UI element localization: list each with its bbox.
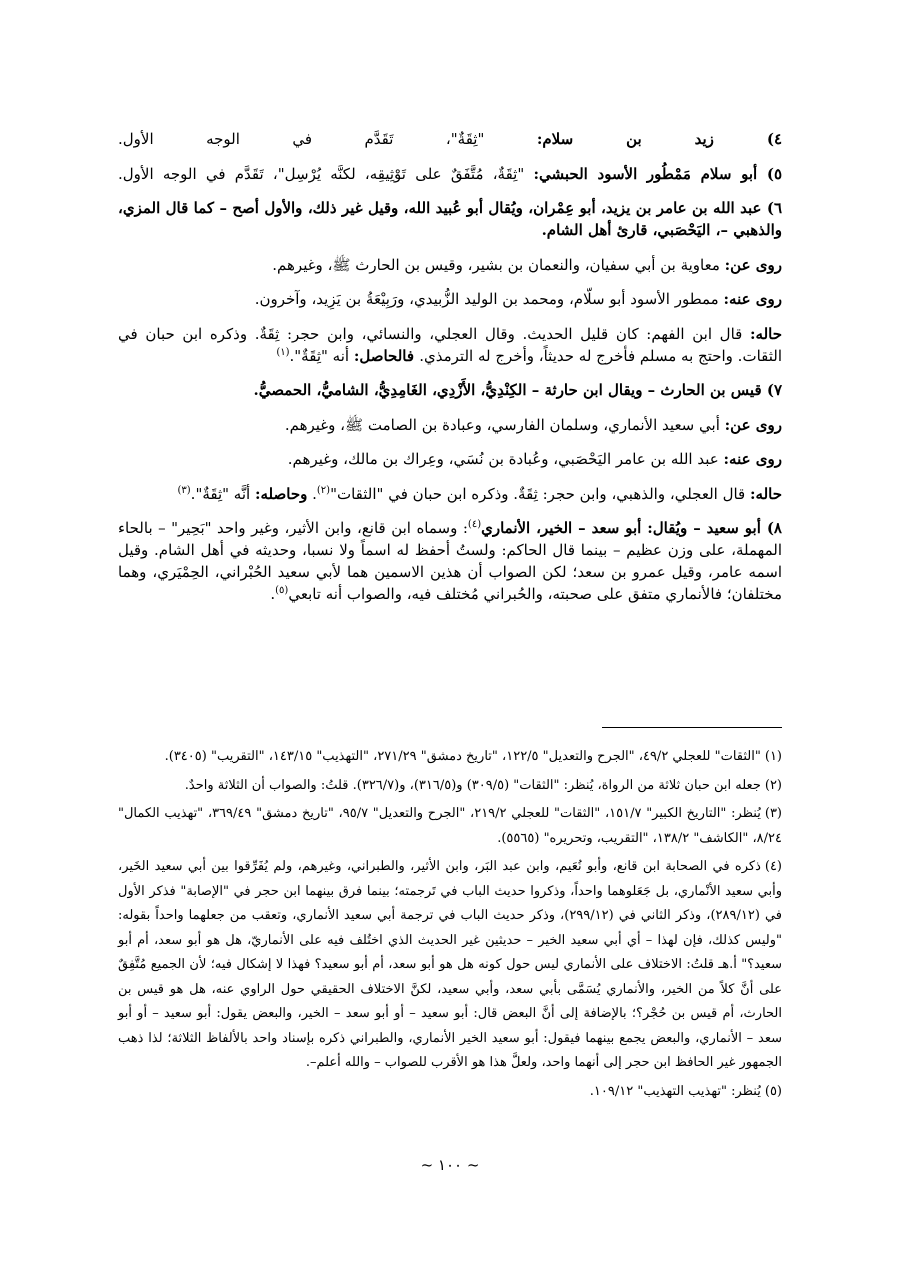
narrated-from-text: أبي سعيد الأنماري، وسلمان الفارسي، وعبادة بن الصامت ﷺ، وغيرهم. bbox=[284, 415, 725, 434]
summary-label: فالحاصل: bbox=[353, 346, 420, 365]
footnote-3 bbox=[118, 802, 782, 851]
summary-label: وحاصله: bbox=[254, 484, 308, 503]
entry-4-name: ٤) زيد بن سلام: bbox=[536, 130, 782, 148]
footnote-text: جعله ابن حبان ثلاثة من الرواة، يُنظر: "الثقات" (٣٠٩/٥) و(٣١٦/٥)، و(٣٢٦/٧). قلتُ: والصواب أن الثلاثة واحدٌ. bbox=[184, 777, 761, 793]
entry-6-heading: ٦) عبد الله بن عامر بن يزيد، أبو عِمْران، ويُقال أبو عُبيد الله، وقيل غير ذلك، والأول أصح – كما قال المزي، والذهبي –، اليَحْصَبي، قارئ أهل الشام. bbox=[118, 199, 782, 239]
footnote-2 bbox=[118, 774, 782, 799]
entry-7-heading: ٧) قيس بن الحارث – ويقال ابن حارثة – الكِنْدِيُّ، الأَزْدِي، الغَامِدِيُّ، الشاميُّ، الحمصيُّ. bbox=[253, 381, 782, 399]
footnotes bbox=[118, 745, 782, 1108]
footnote-number: (٤) bbox=[764, 859, 782, 874]
footnote-number: (١) bbox=[764, 749, 782, 764]
narrated-by-text: ممطور الأسود أبو سلّام، ومحمد بن الوليد الزُّبيدي، ورَبِيْعَةُ بن يَزِيد، وآخرون. bbox=[254, 290, 724, 308]
narrated-from-label: روى عن: bbox=[724, 255, 782, 274]
status-label: حاله: bbox=[750, 484, 782, 503]
entry-7-narrated-by bbox=[118, 448, 782, 470]
footnote-number: (٥) bbox=[764, 1083, 782, 1099]
footnote-ref[interactable]: (٤) bbox=[467, 519, 482, 530]
narrated-by-label: روى عنه: bbox=[723, 450, 782, 468]
footnote-text: يُنظر: "التاريخ الكبير" ١٥١/٧، "الثقات" للعجلي ٢١٩/٢، "الجرح والتعديل" ٩٥/٧، "تاريخ دمشق" ٣٦٩/٤٩، "تهذيب الكمال" ٨/٢٤، "الكاشف" ١٣٨/٢، "التقريب، وتحريره" (٥٥٦٥). bbox=[118, 806, 782, 846]
narrated-from-label: روى عن: bbox=[724, 415, 782, 434]
entry-8-text: : وسماه ابن قانع، وابن الأثير، وغير واحد "بَحِير" – بالحاء المهملة، على وزن عظيم – بينما قال الحاكم: ولستُ أحفظ له اسماً ولا نسبا، وحديثه في أهل الشام. وقيل اسمه عامر، وقيل عمرو بن سعد؛ لكن الصواب أن هذين الاسمين هما لأبي سعيد الحُبْراني، الحِمْيَري، وهما مختلفان؛ فالأنماري متفق على صحبته، والحُبراني مُختلف فيه، والصواب أنه تابعي bbox=[118, 519, 782, 603]
entry-8-name: ٨) أبو سعيد – ويُقال: أبو سعد – الخير، الأنماري bbox=[481, 519, 782, 537]
footnote-number: (٣) bbox=[764, 806, 782, 821]
entry-7-status bbox=[118, 483, 782, 505]
footnote-number: (٢) bbox=[764, 777, 782, 793]
footnote-1 bbox=[118, 745, 782, 770]
entry-5-text: "ثِقَةٌ، مُتَّفَقٌ على تَوْثِيقِه، لكنَّه يُرْسِل"، تَقَدَّم في الوجه الأول. bbox=[118, 164, 534, 183]
narrated-from-text: معاوية بن أبي سفيان، والنعمان بن بشير، وقيس بن الحارث ﷺ، وغيرهم. bbox=[272, 255, 725, 274]
entry-4-text: "ثِقَةٌ"، تَقَدَّم في الوجه الأول. bbox=[118, 130, 537, 148]
entry-8-end: . bbox=[270, 585, 276, 603]
entry-6-status bbox=[118, 323, 782, 367]
footnote-ref[interactable]: (١) bbox=[276, 346, 290, 358]
footnote-ref[interactable]: (٥) bbox=[275, 585, 289, 596]
footnote-ref[interactable]: (٣) bbox=[177, 484, 191, 496]
footnote-text: يُنظر: "تهذيب التهذيب" ١٠٩/١٢. bbox=[589, 1083, 761, 1099]
footnote-separator bbox=[602, 727, 782, 728]
entry-6-narrated-from bbox=[118, 254, 782, 276]
summary-text: أنه "ثِقَةٌ". bbox=[289, 346, 354, 365]
status-text: قال العجلي، والذهبي، وابن حجر: ثِقَةٌ. وذكره ابن حبان في "الثقات" bbox=[330, 484, 750, 503]
footnote-text: "الثقات" للعجلي ٤٩/٢، "الجرح والتعديل" ١٢٢/٥، "تاريخ دمشق" ٢٧١/٢٩، "التهذيب" ١٤٣/١٥، "التقريب" (٣٤٠٥). bbox=[164, 749, 761, 764]
entry-5 bbox=[118, 163, 782, 185]
entry-6-narrated-by bbox=[118, 288, 782, 310]
narrated-by-label: روى عنه: bbox=[723, 290, 782, 308]
entry-4 bbox=[118, 128, 782, 150]
status-separator: . bbox=[307, 484, 317, 503]
narrated-by-text: عبد الله بن عامر اليَحْصَبي، وعُبادة بن نُسَي، وعِراك بن مالك، وغيرهم. bbox=[287, 450, 724, 468]
footnote-5 bbox=[118, 1080, 782, 1105]
page-number: ~ ١٠٠ ~ bbox=[420, 1156, 480, 1174]
status-label: حاله: bbox=[750, 324, 782, 343]
entry-8 bbox=[118, 517, 782, 605]
footnote-ref[interactable]: (٢) bbox=[316, 484, 331, 496]
footnote-text: ذكره في الصحابة ابن قانع، وأبو نُعَيم، وابن عبد البَر، وابن الأثير، والطبراني، وغيرهم، ولم يُفَرِّقوا بين أبي سعيد الخَير، وأبي سعيد الأنْماري، بل جَعَلوهما واحداً، وذكروا حديث الباب في تَرجمته؛ بينما فرق بينهما ابن حجر في "الإصابة" فذكر الأول في (٢٨٩/١٢)، وذكر الثاني في (٢٩٩/١٢)، وذكر حديث الباب في ترجمة أبي سعيد الأنماري، وتعقب من جعلهما واحداً بقوله: "وليس كذلك، فإن لهذا – أي أبي سعيد الخير – حديثين غير الحديث الذي اختُلف فيه على الأنماريّ، هل هو أبو سعد، أم أبو سعيد؟" أ.هـ قلتُ: الاختلاف على الأنماري ليس حول كونه هل هو أبو سعد، أم أبو سعيد؟ فهذا لا إشكال فيه؛ لأن الجميع مُتَّفِقٌ على أنَّ كلاً من الخير، والأنماري يُسَمَّى بأبي سعد، وأبي سعيد، لكنَّ الاختلاف الحقيقي حول الراوي عنه، هل هو قيس بن الحارث، أم قيس بن حُجْر؟؛ بالإضافة إلى أنَّ البعض قال: أبو سعيد – أو أبو سعد – الخير، والبعض يقول: أبو سعيد – أو أبو سعد – الأنماري، والبعض يجمع بينهما فيقول: أبو سعيد الخير الأنماري، والطبراني ذكره بإسناد واحد بالألفاظ الثلاثة؛ لذا ذهب الجمهور غير الحافظ ابن حجر إلى أنهما واحد، ولعلَّ هذا هو الأقرب للصواب – والله أعلم–. bbox=[118, 859, 782, 1070]
main-text bbox=[118, 128, 782, 618]
footnote-4 bbox=[118, 855, 782, 1076]
entry-5-name: ٥) أبو سلام مَمْطُور الأسود الحبشي: bbox=[533, 164, 782, 183]
status-text: قال ابن الفهم: كان قليل الحديث. وقال العجلي، والنسائي، وابن حجر: ثِقَةٌ. وذكره ابن حبان في الثقات. واحتج به مسلم فأخرج له حديثاً، وأخرج له الترمذي. bbox=[118, 324, 782, 365]
entry-7-narrated-from bbox=[118, 414, 782, 436]
summary-text: أنَّه "ثِقَةٌ". bbox=[190, 484, 255, 503]
